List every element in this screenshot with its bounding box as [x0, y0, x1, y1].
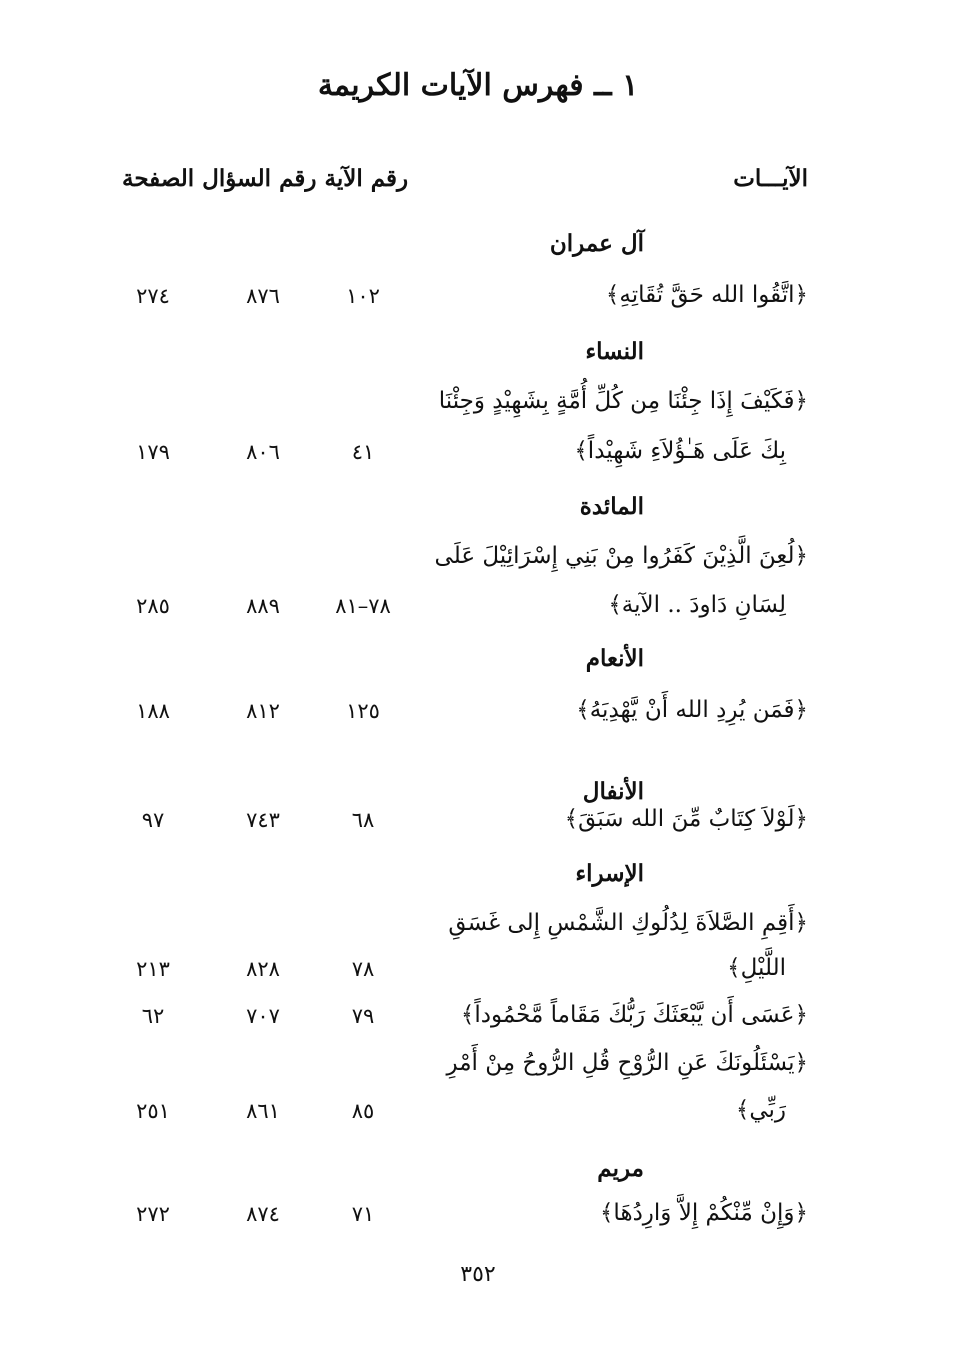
question-number: ٧٤٣ — [246, 808, 280, 832]
page-ref: ٢١٣ — [136, 957, 170, 981]
aya-number: ٨٥ — [351, 1099, 375, 1123]
verse-line: ﴿أَقِمِ الصَّلاَةَ لِدُلُوكِ الشَّمْسِ إِلى غَسَقِ — [448, 910, 808, 936]
header-ayat: الآيـــات — [733, 165, 808, 192]
verse-line: ﴿لُعِنَ الَّذِيْنَ كَفَرُوا مِنْ بَنِي إِسْرَائِيْلَ عَلَى — [434, 543, 808, 569]
page-ref: ٢٧٤ — [136, 284, 170, 308]
question-number: ٨٧٦ — [246, 284, 280, 308]
aya-number: ١٠٢ — [346, 284, 380, 308]
aya-number: ١٢٥ — [346, 699, 380, 723]
verse-line: ﴿عَسَى أَن يَّبْعَثَكَ رَبُّكَ مَقَاماً مَّحْمُوداً﴾ — [460, 1002, 808, 1028]
verse-line: ﴿اتَّقُوا الله حَقَّ تُقَاتِهِ﴾ — [605, 282, 808, 308]
verse-entry-cont — [0, 1097, 956, 1137]
question-number: ٧٠٧ — [246, 1004, 280, 1028]
verse-entry — [0, 282, 956, 322]
page-number: ٣٥٢ — [460, 1262, 496, 1287]
verse-line: ﴿وَإِنْ مِّنْكُمْ إِلاَّ وَارِدُهَا﴾ — [599, 1200, 808, 1226]
aya-number: ٤١ — [351, 440, 375, 464]
verse-line: ﴿لَوْلاَ كِتَابٌ مِّنَ الله سَبَقَ﴾ — [564, 806, 808, 832]
header-columns: رقم الآية رقم السؤال الصفحة — [122, 165, 409, 192]
page-ref: ٩٧ — [141, 808, 165, 832]
aya-number: ٧٨ — [351, 957, 375, 981]
question-number: ٨١٢ — [246, 699, 280, 723]
verse-line: لِسَانِ دَاودَ .. الآية﴾ — [608, 592, 786, 618]
question-number: ٨٧٤ — [246, 1202, 280, 1226]
aya-number: ٧٨–٨١ — [335, 594, 391, 618]
page-ref: ٢٨٥ — [136, 594, 170, 618]
sura-heading: آل عمران — [549, 230, 644, 257]
verse-line: اللَّيْلِ﴾ — [727, 955, 786, 981]
verse-line: ﴿يَسْئَلُونَكَ عَنِ الرُّوْحِ قُلِ الرُّوحُ مِنْ أَمْرِ — [446, 1050, 808, 1076]
page-ref: ١٧٩ — [136, 440, 170, 464]
verse-entry — [0, 543, 956, 583]
verse-entry — [0, 388, 956, 428]
verse-line: ﴿فَمَن يُرِدِ الله أَنْ يَّهْدِيَهُ﴾ — [576, 697, 808, 723]
sura-heading: المائدة — [579, 493, 644, 520]
verse-line: رَبِّي﴾ — [735, 1097, 786, 1123]
page-title: ١ ــ فهرس الآيات الكريمة — [317, 68, 639, 103]
question-number: ٨٢٨ — [246, 957, 280, 981]
aya-number: ٦٨ — [351, 808, 375, 832]
page-ref: ٢٥١ — [136, 1099, 170, 1123]
verse-entry — [0, 806, 956, 846]
verse-entry — [0, 697, 956, 737]
page-ref: ٢٧٢ — [136, 1202, 170, 1226]
question-number: ٨٨٩ — [246, 594, 280, 618]
sura-heading: النساء — [585, 338, 644, 365]
verse-line: بِكَ عَلَى هَـٰؤُلاَءِ شَهِيْداً﴾ — [574, 438, 786, 464]
question-number: ٨٠٦ — [246, 440, 280, 464]
verse-entry-cont — [0, 955, 956, 995]
verse-entry — [0, 1200, 956, 1240]
verse-line: ﴿فَكَيْفَ إِذَا جِئْنَا مِن كُلِّ أُمَّةٍ بِشَهِيْدٍ وَجِئْنَا — [438, 388, 808, 414]
sura-heading: الأنفال — [582, 778, 644, 805]
question-number: ٨٦١ — [246, 1099, 280, 1123]
sura-heading: الإسراء — [575, 860, 644, 887]
verse-entry-cont — [0, 592, 956, 632]
verse-entry — [0, 1002, 956, 1042]
page-ref: ٦٢ — [141, 1004, 165, 1028]
verse-entry-cont — [0, 438, 956, 478]
verse-entry — [0, 910, 956, 950]
aya-number: ٧١ — [351, 1202, 375, 1226]
sura-heading: الأنعام — [585, 645, 644, 672]
sura-heading: مريم — [597, 1155, 644, 1182]
page-ref: ١٨٨ — [136, 699, 170, 723]
aya-number: ٧٩ — [351, 1004, 375, 1028]
verse-entry — [0, 1050, 956, 1090]
